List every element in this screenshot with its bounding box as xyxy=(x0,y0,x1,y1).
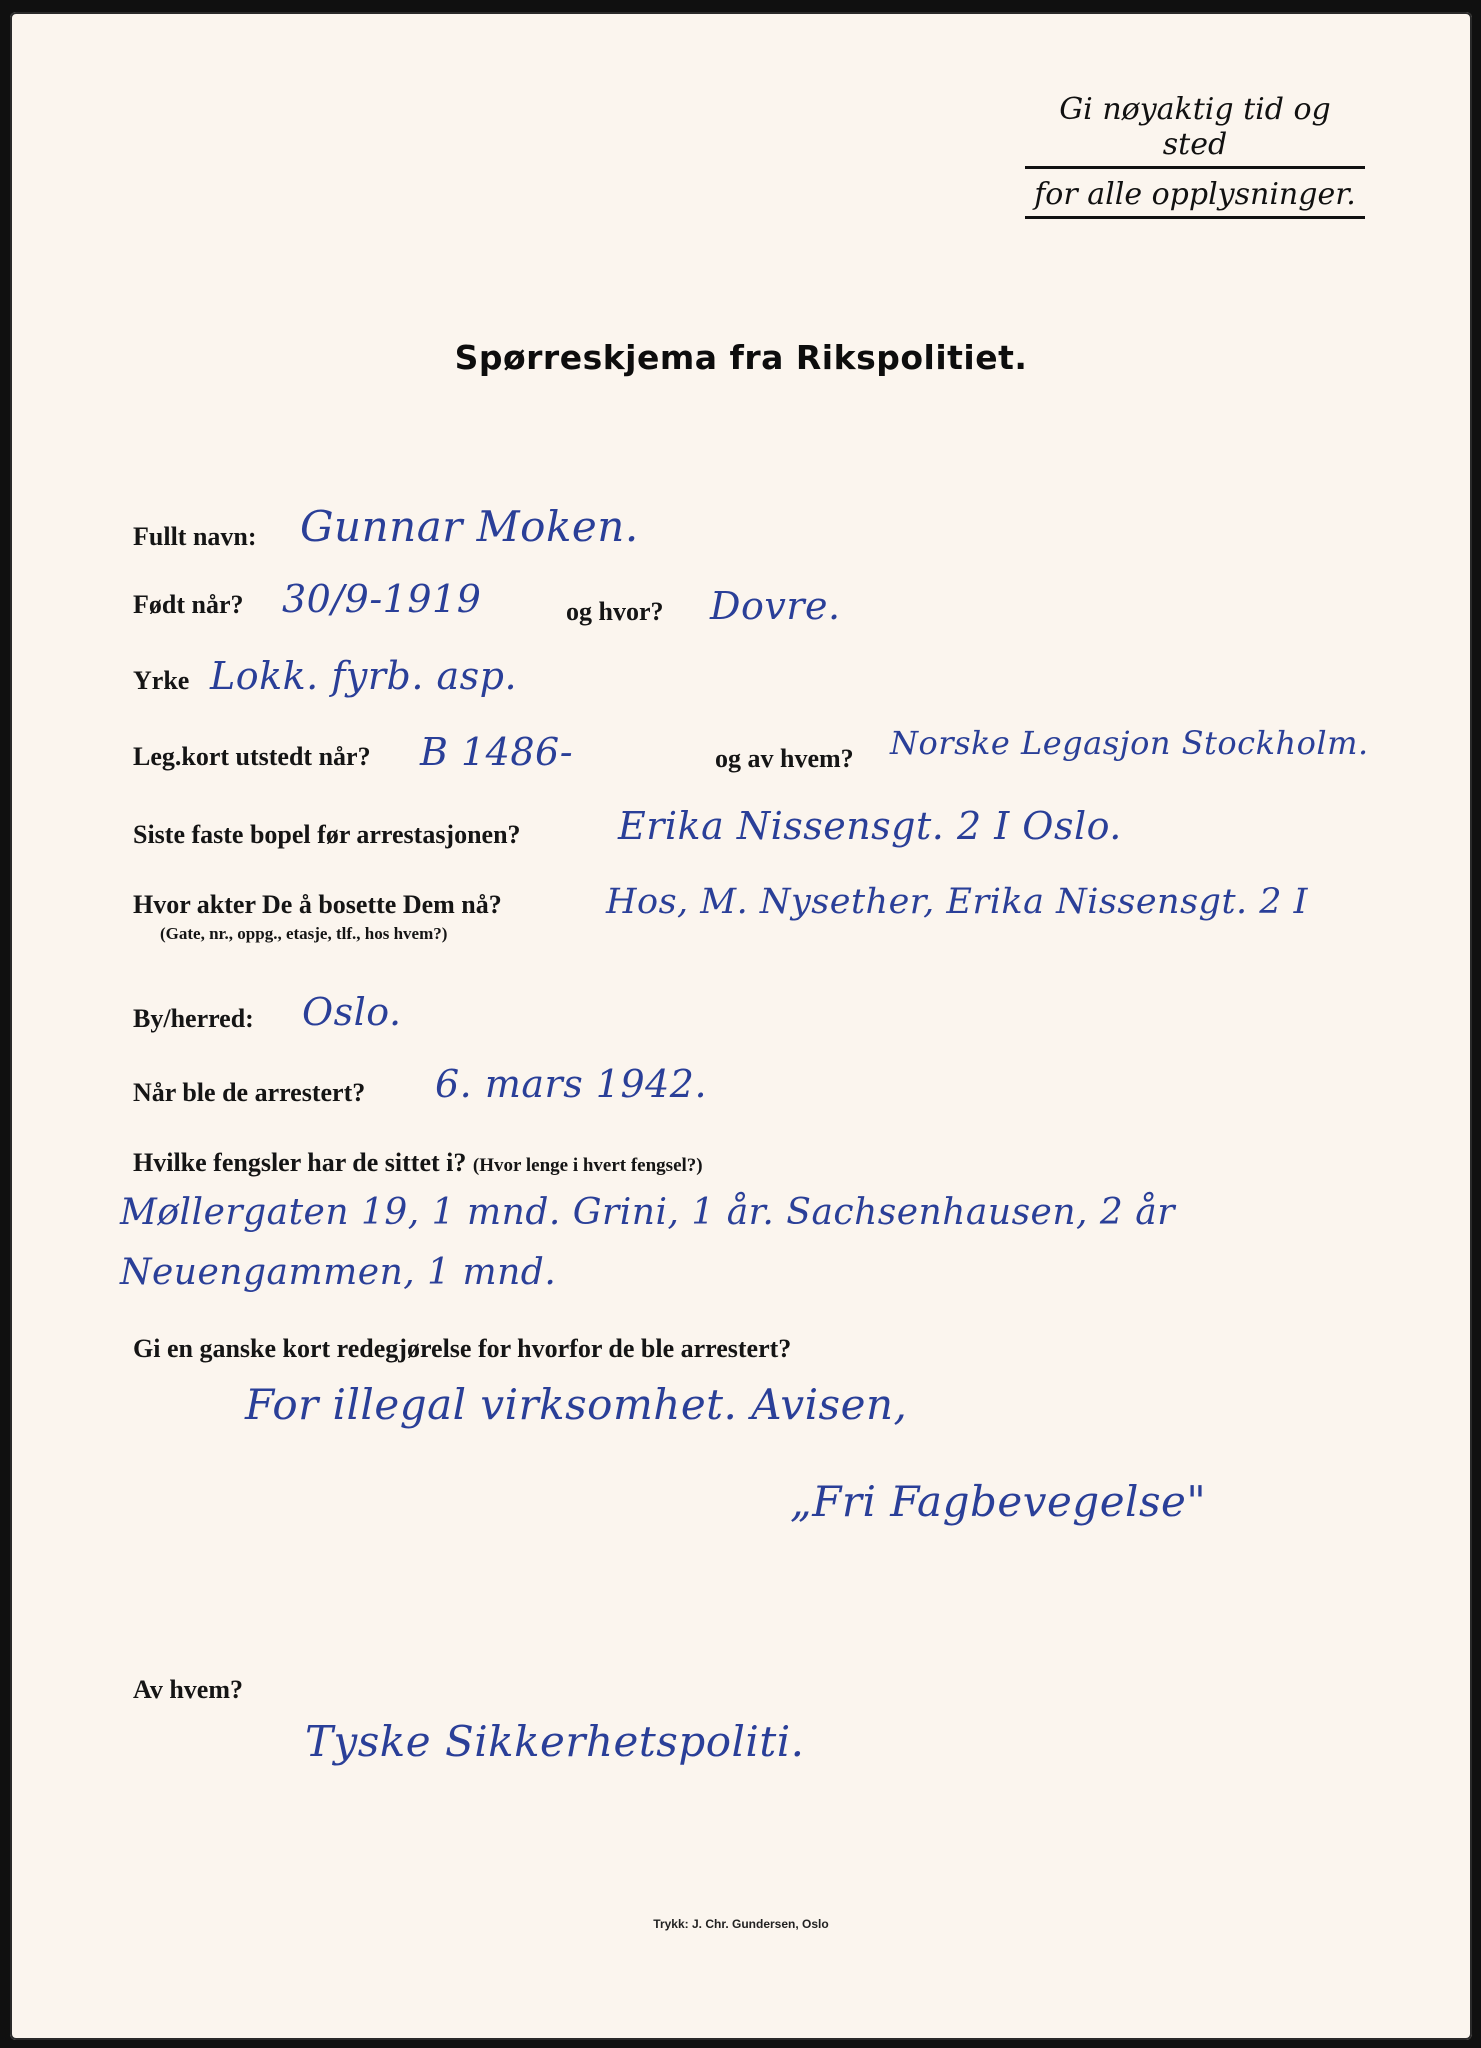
born-where-label: og hvor? xyxy=(566,597,664,626)
id-card-by-value: Norske Legasjon Stockholm. xyxy=(890,724,1369,762)
city-label: By/herred: xyxy=(133,1004,254,1033)
by-whom-label: Av hvem? xyxy=(133,1675,244,1704)
arrested-when-label: Når ble de arrestert? xyxy=(133,1078,366,1107)
prisons-sublabel: (Hvor lenge i hvert fengsel?) xyxy=(472,1155,703,1176)
prisons-value-line-2: Neuengammen, 1 mnd. xyxy=(120,1252,557,1293)
reason-value-line-1: For illegal virksomhet. Avisen, xyxy=(245,1380,908,1429)
instruction-line-1: Gi nøyaktig tid og sted xyxy=(1025,90,1365,169)
prisons-label xyxy=(133,1148,703,1178)
id-card-when-value: B 1486- xyxy=(420,730,574,774)
last-residence-label: Siste faste bopel før arrestasjonen? xyxy=(133,820,521,849)
settle-now-sublabel: (Gate, nr., oppg., etasje, tlf., hos hvem?) xyxy=(160,924,448,943)
born-when-value: 30/9-1919 xyxy=(282,577,482,621)
reason-value-line-2: „Fri Fagbevegelse" xyxy=(790,1477,1207,1526)
last-residence-value: Erika Nissensgt. 2 I Oslo. xyxy=(618,804,1122,848)
prisons-value-line-1: Møllergaten 19, 1 mnd. Grini, 1 år. Sachsenhausen, 2 år xyxy=(120,1192,1175,1233)
occupation-label: Yrke xyxy=(133,666,190,695)
prisons-label-text: Hvilke fengsler har de sittet i? xyxy=(133,1148,467,1177)
arrested-when-value: 6. mars 1942. xyxy=(435,1062,708,1106)
name-value: Gunnar Moken. xyxy=(300,502,639,551)
reason-label: Gi en ganske kort redegjørelse for hvorfor de ble arrestert? xyxy=(133,1334,792,1363)
born-where-value: Dovre. xyxy=(710,584,841,628)
questionnaire-page xyxy=(10,12,1472,2040)
id-card-when-label: Leg.kort utstedt når? xyxy=(133,742,371,771)
settle-now-label: Hvor akter De å bosette Dem nå? xyxy=(133,890,502,919)
born-when-label: Født når? xyxy=(133,590,244,619)
name-label: Fullt navn: xyxy=(133,522,257,551)
id-card-by-label: og av hvem? xyxy=(715,744,854,773)
instruction-line-2: for alle opplysninger. xyxy=(1025,175,1365,219)
city-value: Oslo. xyxy=(302,990,402,1034)
printer-imprint: Trykk: J. Chr. Gundersen, Oslo xyxy=(653,1917,829,1931)
by-whom-value: Tyske Sikkerhetspoliti. xyxy=(305,1717,805,1766)
instruction-box xyxy=(1025,90,1365,219)
occupation-value: Lokk. fyrb. asp. xyxy=(210,654,518,698)
settle-now-value: Hos, M. Nysether, Erika Nissensgt. 2 I xyxy=(606,882,1308,922)
form-title: Spørreskjema fra Rikspolitiet. xyxy=(454,338,1028,377)
